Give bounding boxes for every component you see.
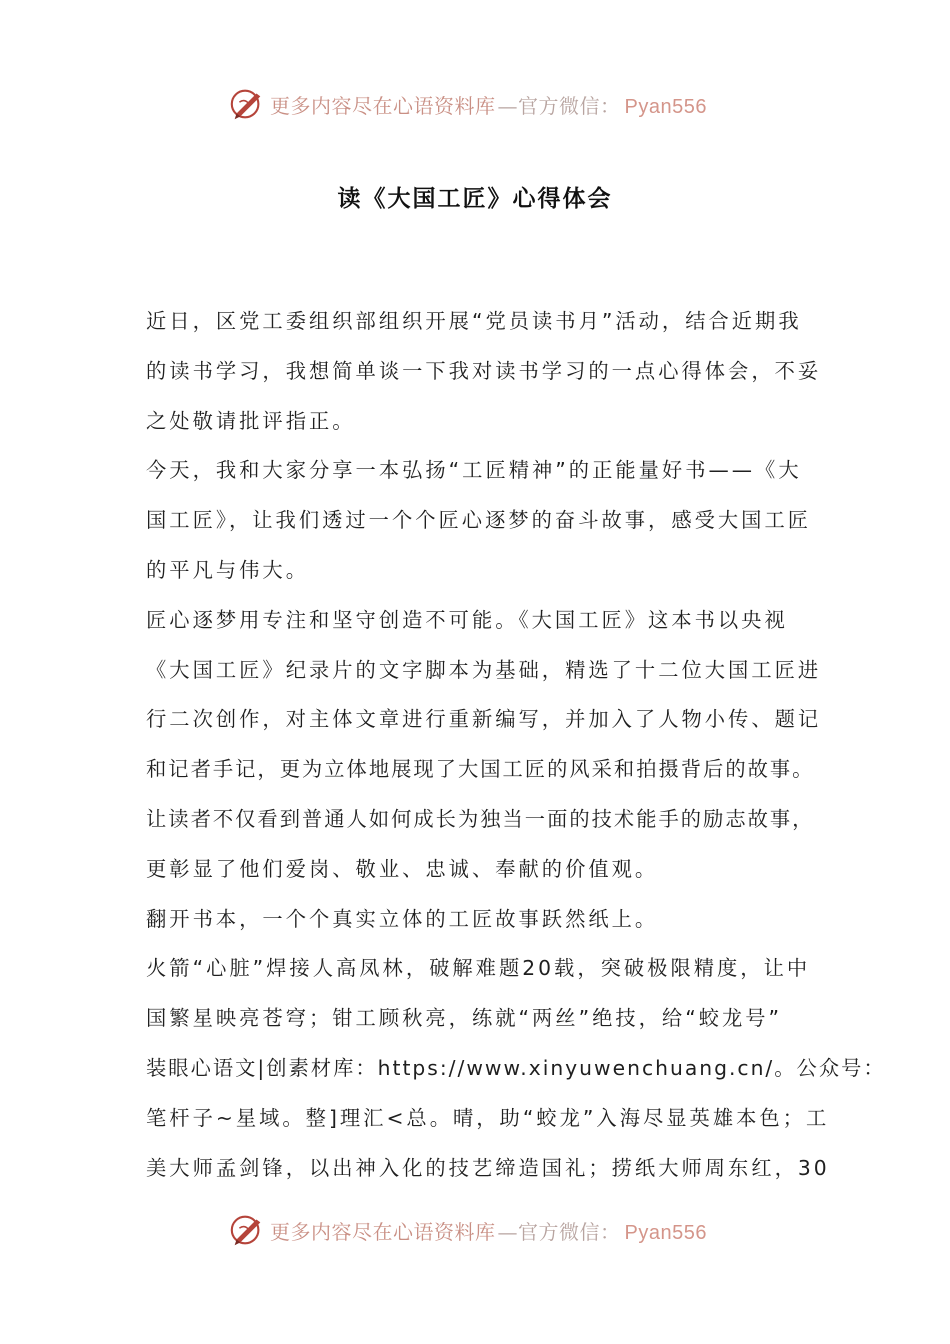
body-line: 火箭“心脏”焊接人高凤林，破解难题20载，突破极限精度，让中 <box>146 956 811 981</box>
banner-promo-text: 更多内容尽在心语资料库 <box>270 93 496 118</box>
banner-wechat-label: —官方微信： <box>497 1219 621 1244</box>
banner-wechat-id: Pyan556 <box>624 95 707 118</box>
body-line: 匠心逐梦用专注和坚守创造不可能。《大国工匠》这本书以央视 <box>146 607 788 632</box>
pen-logo-icon <box>228 85 266 123</box>
body-line: 更彰显了他们爱岗、敬业、忠诚、奉献的价值观。 <box>146 856 659 881</box>
banner-wechat-label: —官方微信： <box>497 93 621 118</box>
banner-promo-text: 更多内容尽在心语资料库 <box>270 1219 496 1244</box>
body-line: 行二次创作，对主体文章进行重新编写，并加入了人物小传、题记 <box>146 707 822 732</box>
body-line: 今天，我和大家分享一本弘扬“工匠精神”的正能量好书——《大 <box>146 458 802 483</box>
body-line: 的平凡与伟大。 <box>146 557 309 582</box>
body-line: 美大师孟剑锋，以出神入化的技艺缔造国礼；捞纸大师周东红，30 <box>146 1155 830 1180</box>
body-line: 《大国工匠》纪录片的文字脚本为基础，精选了十二位大国工匠进 <box>146 657 822 682</box>
banner-text <box>270 1216 707 1245</box>
body-line: 笔杆子~星域。整]理汇<总。晴，助“蛟龙”入海尽显英雄本色；工 <box>146 1105 830 1130</box>
header-banner <box>228 84 707 124</box>
body-line: 和记者手记，更为立体地展现了大国工匠的风采和拍摄背后的故事。 <box>146 757 815 782</box>
banner-text <box>270 90 707 119</box>
pen-logo-icon <box>228 1211 266 1249</box>
body-line: 国繁星映亮苍穹；钳工顾秋亮，练就“两丝”绝技，给“蛟龙号” <box>146 1006 783 1031</box>
body-line: 让读者不仅看到普通人如何成长为独当一面的技术能手的励志故事， <box>146 806 815 831</box>
banner-wechat-id: Pyan556 <box>624 1221 707 1244</box>
body-line: 装眼心语文|创素材库：https://www.xinyuwenchuang.cn/。公众号： <box>146 1055 886 1080</box>
document-title: 读《大国工匠》心得体会 <box>337 185 613 212</box>
document-body <box>146 297 886 1193</box>
body-line: 国工匠》，让我们透过一个个匠心逐梦的奋斗故事，感受大国工匠 <box>146 508 812 533</box>
body-line: 近日，区党工委组织部组织开展“党员读书月”活动，结合近期我 <box>146 309 802 333</box>
body-line: 之处敬请批评指正。 <box>146 408 356 433</box>
body-line: 的读书学习，我想简单谈一下我对读书学习的一点心得体会，不妥 <box>146 358 822 383</box>
footer-banner <box>228 1210 707 1250</box>
body-line: 翻开书本，一个个真实立体的工匠故事跃然纸上。 <box>146 906 659 931</box>
